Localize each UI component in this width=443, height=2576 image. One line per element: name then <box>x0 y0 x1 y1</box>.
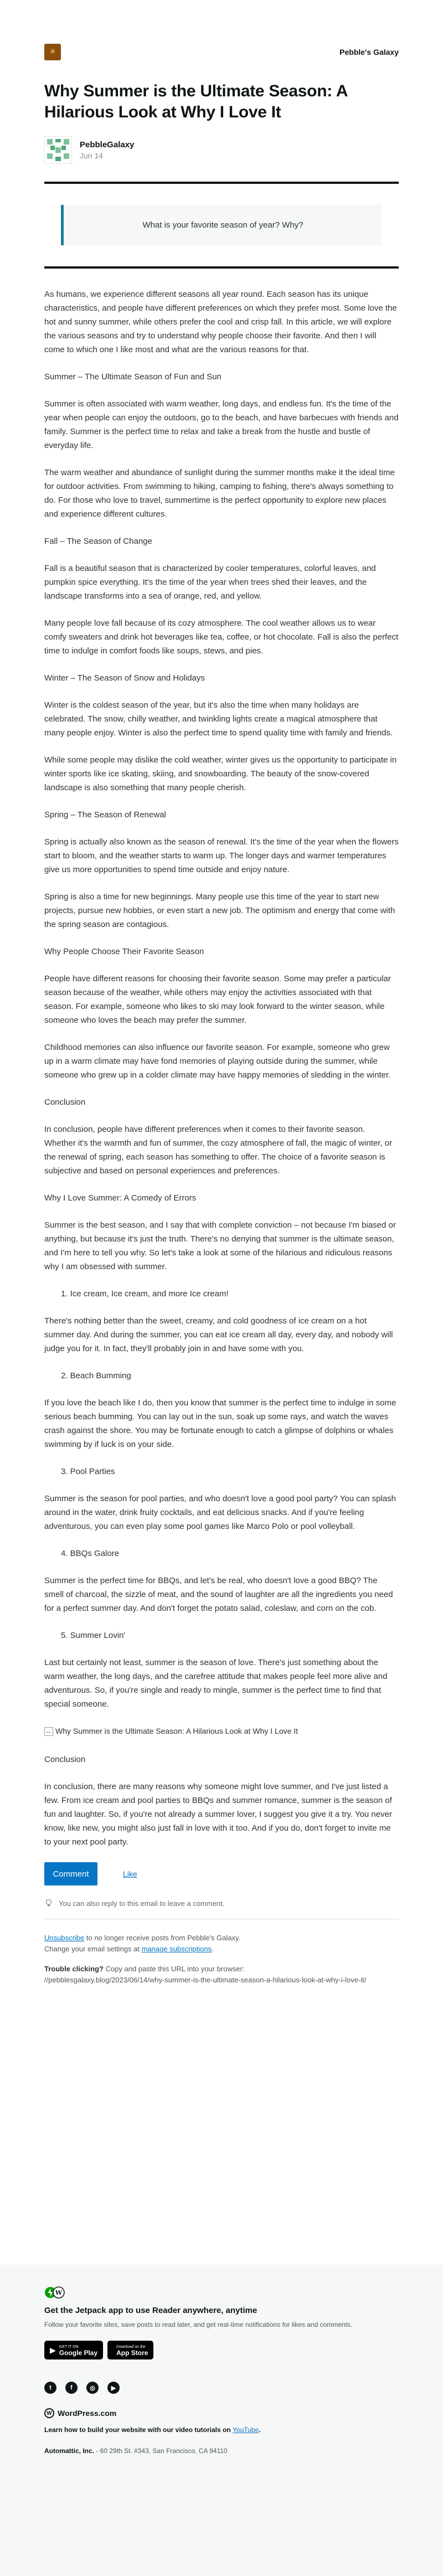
wordpress-logo[interactable] <box>44 2408 399 2418</box>
svg-text:W: W <box>55 2289 63 2296</box>
list-item: 4. BBQs Galore <box>61 1549 120 1558</box>
learn-line <box>44 2426 399 2434</box>
byline <box>44 136 399 164</box>
section-heading: Fall – The Season of Change <box>44 537 152 546</box>
wordpress-icon: W <box>44 2408 54 2418</box>
author-name[interactable]: PebbleGalaxy <box>80 140 135 150</box>
post-url[interactable]: //pebblesgalaxy.blog/2023/06/14/why-summer-is-the-ultimate-season-a-hilarious-look-at-why-i-love-it/ <box>44 1976 367 1984</box>
promo-title: Get the Jetpack app to use Reader anywhere, anytime <box>44 2306 257 2315</box>
google-play-small: GET IT ON <box>59 2345 79 2349</box>
address-text: - 60 29th St. #343, San Francisco, CA 94110 <box>94 2447 228 2455</box>
site-logo[interactable] <box>44 44 61 60</box>
unsubscribe-text: to no longer receive posts from Pebble's Galaxy. <box>84 1934 241 1942</box>
youtube-icon[interactable]: ▶ <box>107 2382 120 2394</box>
app-store-small: Download on the <box>116 2345 146 2349</box>
settings-text: Change your email settings at <box>44 1945 142 1953</box>
divider-bottom <box>44 266 399 269</box>
paragraph: Summer is the best season, and I say that with complete conviction – not because I'm biased or anything, but because it's just the truth. There's no denying that summer is the ultimate season, and I'm here to tell you why. So let's take a look at some of the hilarious and ridiculous reasons why I am obsessed with summer. <box>44 1220 396 1271</box>
paragraph: In conclusion, there are many reasons why someone might love summer, and I've just listed a few. From ice cream and pool parties to BBQs and summer romance, summer is the season of fun and laughter. So, if you're not already a summer lover, I suggest you give it a try. You never know, like new, you might also just fall in love with it too. And if you do, don't forget to invite me to your next pool party. <box>44 1782 392 1847</box>
poll-block <box>44 182 399 269</box>
paragraph: Winter is the coldest season of the year, but it's also the time when many holidays are celebrated. The snow, chilly weather, and twinkling lights create a magical atmosphere that many people enjoy. Winter is also the perfect time to spend quality time with family and friends. <box>44 700 393 738</box>
wordpress-label: WordPress.com <box>58 2409 117 2418</box>
paragraph: Last but certainly not least, summer is the season of love. There's just something about the warm weather, the long days, and the carefree attitude that makes people feel more alive and adventurous. So, if you're single and ready to mingle, summer is the perfect time to find that special someone. <box>44 1658 388 1709</box>
email-body <box>44 0 399 1986</box>
trouble-label: Trouble clicking? <box>44 1965 104 1973</box>
learn-text: Learn how to build your website with our video tutorials on <box>44 2426 233 2434</box>
section-heading: Conclusion <box>44 1098 86 1107</box>
poll-card[interactable] <box>61 205 382 245</box>
paragraph: Fall is a beautiful season that is characterized by cooler temperatures, colorful leaves, and pumpkin spice everything. It's the time of the year when trees shed their leaves, and the landscape transforms into a sea of orange, red, and yellow. <box>44 564 376 601</box>
app-store-button[interactable] <box>107 2341 153 2359</box>
list-item: 3. Pool Parties <box>61 1467 115 1476</box>
promo-subtitle: Follow your favorite sites, save posts to read later, and get real-time notifications for likes and comments. <box>44 2321 353 2328</box>
list-item: 2. Beach Bumming <box>61 1371 131 1380</box>
list-item: 1. Ice cream, Ice cream, and more Ice cream! <box>61 1289 229 1299</box>
section-heading: Winter – The Season of Snow and Holidays <box>44 673 205 683</box>
twitter-icon[interactable]: t <box>44 2382 56 2394</box>
post-date: Jun 14 <box>80 151 104 160</box>
post-content <box>44 287 399 1849</box>
post-actions <box>44 1862 399 1885</box>
paragraph: Summer is the season for pool parties, and who doesn't love a good pool party? You can splash around in the water, drink fruity cocktails, and eat delicious snacks. And if you're feeling adventurous, you can even play some pool games like Marco Polo or pool volleyball. <box>44 1494 396 1531</box>
social-links <box>44 2382 399 2394</box>
paragraph: There's nothing better than the sweet, creamy, and cold goodness of ice cream on a hot summer day. And during the summer, you can eat ice cream all day, every day, and nobody will judge you for it. In fact, they'll probably join in and have some with you. <box>44 1316 393 1353</box>
jetpack-wordpress-icon <box>44 2286 66 2299</box>
paragraph: As humans, we experience different seasons all year round. Each season has its unique characteristics, and people have different preferences on which they prefer most. Some love the hot and sunny summer, while others prefer the cool and crisp fall. In this article, we will explore the various seasons and try to understand why people choose their favorite. And then I will come to which one I like most and what are the various reasons for that. <box>44 290 397 354</box>
post-title[interactable]: Why Summer is the Ultimate Season: A Hilarious Look at Why I Love It <box>44 82 348 121</box>
section-heading: Why I Love Summer: A Comedy of Errors <box>44 1193 197 1203</box>
subscription-links <box>44 1933 399 1955</box>
author-box <box>80 140 134 160</box>
paragraph: If you love the beach like I do, then you know that summer is the perfect time to indulge in some serious beach bumming. You can lay out in the sun, soak up some rays, and watch the waves crash against the shore. You may be fortunate enough to catch a glimpse of dolphins or whales swimming by if luck is on your side. <box>44 1398 396 1449</box>
paragraph: People have different reasons for choosing their favorite season. Some may prefer a particular season because of the weather, while others may enjoy the activities associated with that season. For example, someone who likes to ski may look forward to the winter season, while someone who loves the beach may prefer the summer. <box>44 974 391 1025</box>
like-link[interactable]: Like <box>123 1869 137 1878</box>
post-image[interactable] <box>44 1724 399 1738</box>
divider-top <box>44 182 399 184</box>
paragraph: Childhood memories can also influence our favorite season. For example, someone who grew up in a warm climate may have fond memories of playing outside during the summer, while someone who grew up in a colder climate may have happy memories of sledding in the winter. <box>44 1043 391 1080</box>
section-heading: Why People Choose Their Favorite Season <box>44 947 204 956</box>
trouble-text: Copy and paste this URL into your browser: <box>103 1965 245 1973</box>
header <box>44 39 399 65</box>
paragraph: The warm weather and abundance of sunlight during the summer months make it the ideal time for outdoor activities. From swimming to hiking, camping to fishing, there's always something to do. For those who love to travel, summertime is the perfect opportunity to explore new places and experience different cultures. <box>44 468 395 519</box>
reply-note <box>44 1899 399 1908</box>
section-heading: Conclusion <box>44 1755 86 1764</box>
avatar[interactable] <box>44 136 72 164</box>
reply-note-text: You can also reply to this email to leave a comment. <box>59 1899 225 1908</box>
store-badges <box>44 2341 399 2359</box>
image-alt-text: Why Summer is the Ultimate Season: A Hilarious Look at Why I Love It <box>55 1727 298 1735</box>
sun-icon: ☀ <box>49 48 56 56</box>
instagram-icon[interactable]: ◎ <box>86 2382 99 2394</box>
google-play-icon: ▶ <box>50 2345 56 2355</box>
company-name: Automattic, Inc. <box>44 2447 95 2455</box>
trouble-clicking <box>44 1964 399 1986</box>
paragraph: Summer is the perfect time for BBQs, and let's be real, who doesn't love a good BBQ? The smell of charcoal, the sizzle of meat, and the sound of laughter are all the ingredients you need for a perfect summer day. And don't forget the potato salad, coleslaw, and corn on the cob. <box>44 1576 393 1613</box>
site-name[interactable]: Pebble's Galaxy <box>339 48 399 56</box>
paragraph: Summer is often associated with warm weather, long days, and endless fun. It's the time of the year when people can enjoy the outdoors, go to the beach, and have barbecues with friends and family. Summer is the perfect time to relax and take a break from the hustle and bustle of everyday life. <box>44 399 399 450</box>
poll-question: What is your favorite season of year? Why? <box>142 220 303 230</box>
broken-image-icon <box>44 1727 53 1736</box>
app-store-label: App Store <box>116 2349 148 2357</box>
youtube-link[interactable]: YouTube <box>233 2426 259 2434</box>
lightbulb-icon <box>44 1899 53 1908</box>
settings-end: . <box>212 1945 214 1953</box>
google-play-label: Google Play <box>59 2349 98 2357</box>
list-item: 5. Summer Lovin' <box>61 1631 126 1640</box>
unsubscribe-link[interactable]: Unsubscribe <box>44 1934 85 1942</box>
section-heading: Spring – The Season of Renewal <box>44 810 166 820</box>
facebook-icon[interactable]: f <box>65 2382 78 2394</box>
comment-button[interactable]: Comment <box>44 1862 97 1885</box>
section-heading: Summer – The Ultimate Season of Fun and Sun <box>44 372 222 382</box>
paragraph: Spring is actually also known as the season of renewal. It's the time of the year when the flowers start to bloom, and the weather starts to warm up. The longer days and warmer temperatures give us more opportunities to spend time outside and enjoy nature. <box>44 837 399 874</box>
paragraph: Many people love fall because of its cozy atmosphere. The cool weather allows us to wear comfy sweaters and drink hot beverages like tea, coffee, or hot chocolate. Fall is also the perfect time to indulge in comfort foods like soups, stews, and pies. <box>44 619 399 656</box>
app-promo <box>44 2286 399 2455</box>
paragraph: In conclusion, people have different preferences when it comes to their favorite season. Whether it's the warmth and fun of summer, the cozy atmosphere of fall, the magic of winter, or the renewal of spring, each season has something to offer. The choice of a favorite season is subjective and based on personal experiences and preferences. <box>44 1125 393 1176</box>
manage-subscriptions-link[interactable]: manage subscriptions <box>141 1945 212 1953</box>
identicon-icon <box>45 137 71 163</box>
google-play-button[interactable] <box>44 2341 103 2359</box>
learn-end: . <box>259 2426 261 2434</box>
paragraph: While some people may dislike the cold weather, winter gives us the opportunity to participate in winter sports like ice skating, skiing, and snowboarding. The beauty of the snow-covered landscape is also something that many people cherish. <box>44 755 397 792</box>
paragraph: Spring is also a time for new beginnings. Many people use this time of the year to start new projects, pursue new hobbies, or even start a new job. The optimism and energy that come with the spring season are contagious. <box>44 892 395 929</box>
company-address <box>44 2447 399 2455</box>
